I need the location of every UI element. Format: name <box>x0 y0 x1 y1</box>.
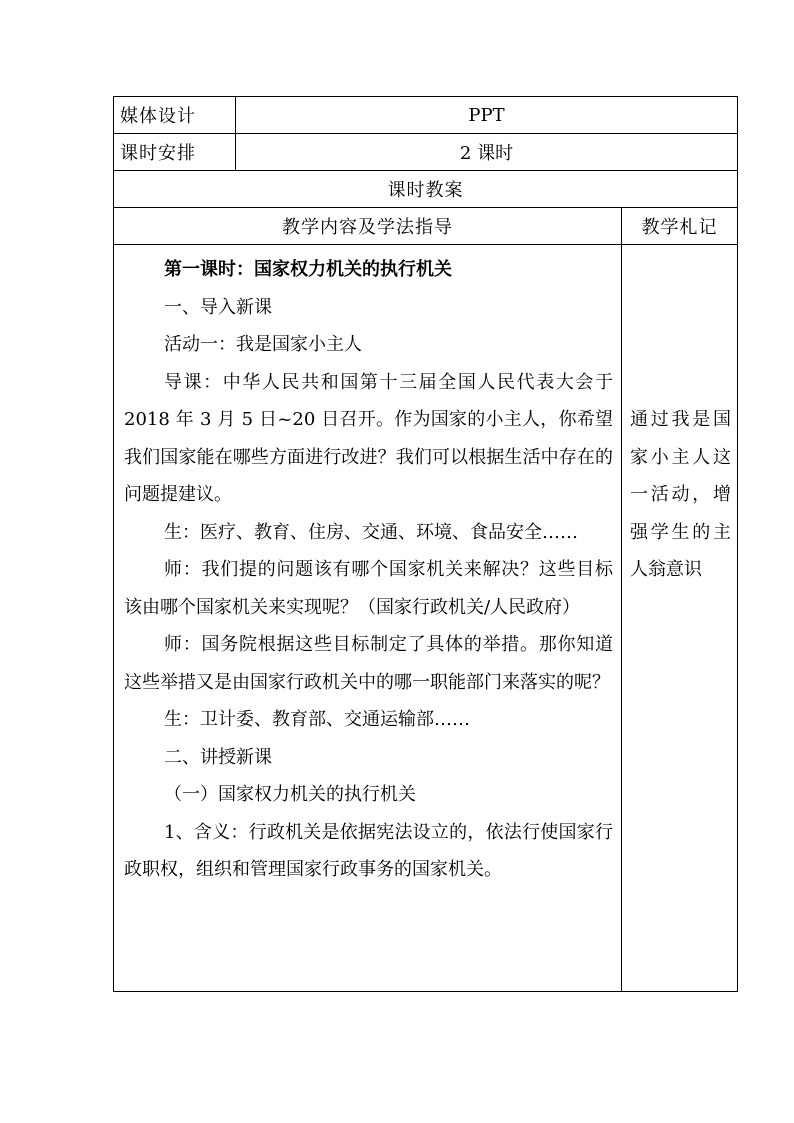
column-header-row <box>114 208 738 245</box>
hours-label: 课时安排 <box>114 134 236 171</box>
point1-paragraph: 1、含义：行政机关是依据宪法设立的，依法行使国家行政职权，组织和管理国家行政事务的国家机关。 <box>124 821 613 880</box>
hours-value: 2 课时 <box>236 134 738 171</box>
section-row <box>114 171 738 208</box>
part1-heading: 一、导入新课 <box>164 296 272 318</box>
part2-heading: 二、讲授新课 <box>164 746 272 768</box>
sub1-heading: （一）国家权力机关的执行机关 <box>164 784 416 805</box>
media-label: 媒体设计 <box>114 97 236 134</box>
hours-row <box>114 134 738 171</box>
media-row <box>114 97 738 134</box>
content-row <box>114 245 738 992</box>
section-title: 课时教案 <box>114 171 738 208</box>
student-answer-2: 生：卫计委、教育部、交通运输部…… <box>164 709 470 730</box>
col-notes-header: 教学札记 <box>622 208 738 245</box>
content-cell <box>114 245 622 992</box>
lesson-title: 第一课时：国家权力机关的执行机关 <box>164 259 452 280</box>
teacher-question-2: 师：国务院根据这些目标制定了具体的举措。那你知道这些举措又是由国家行政机关中的哪一职能部门来落实的呢？ <box>124 634 613 693</box>
teaching-note: 通过我是国家小主人这一活动，增强学生的主人翁意识 <box>630 409 732 580</box>
intro-paragraph: 导课：中华人民共和国第十三届全国人民代表大会于 2018 年 3 月 5 日~20 日召开。作为国家的小主人，你希望我们国家能在哪些方面进行改进？我们可以根据生活中存在的问题提建议。 <box>124 371 613 505</box>
lesson-plan-table <box>113 96 738 992</box>
activity1-heading: 活动一：我是国家小主人 <box>164 334 362 355</box>
teacher-question-1: 师：我们提的问题该有哪个国家机关来解决？这些目标该由哪个国家机关来实现呢？（国家行政机关/人民政府） <box>124 559 613 618</box>
col-content-header: 教学内容及学法指导 <box>114 208 622 245</box>
student-answer-1: 生：医疗、教育、住房、交通、环境、食品安全…… <box>164 521 578 543</box>
media-value: PPT <box>236 97 738 134</box>
notes-cell <box>622 245 738 992</box>
